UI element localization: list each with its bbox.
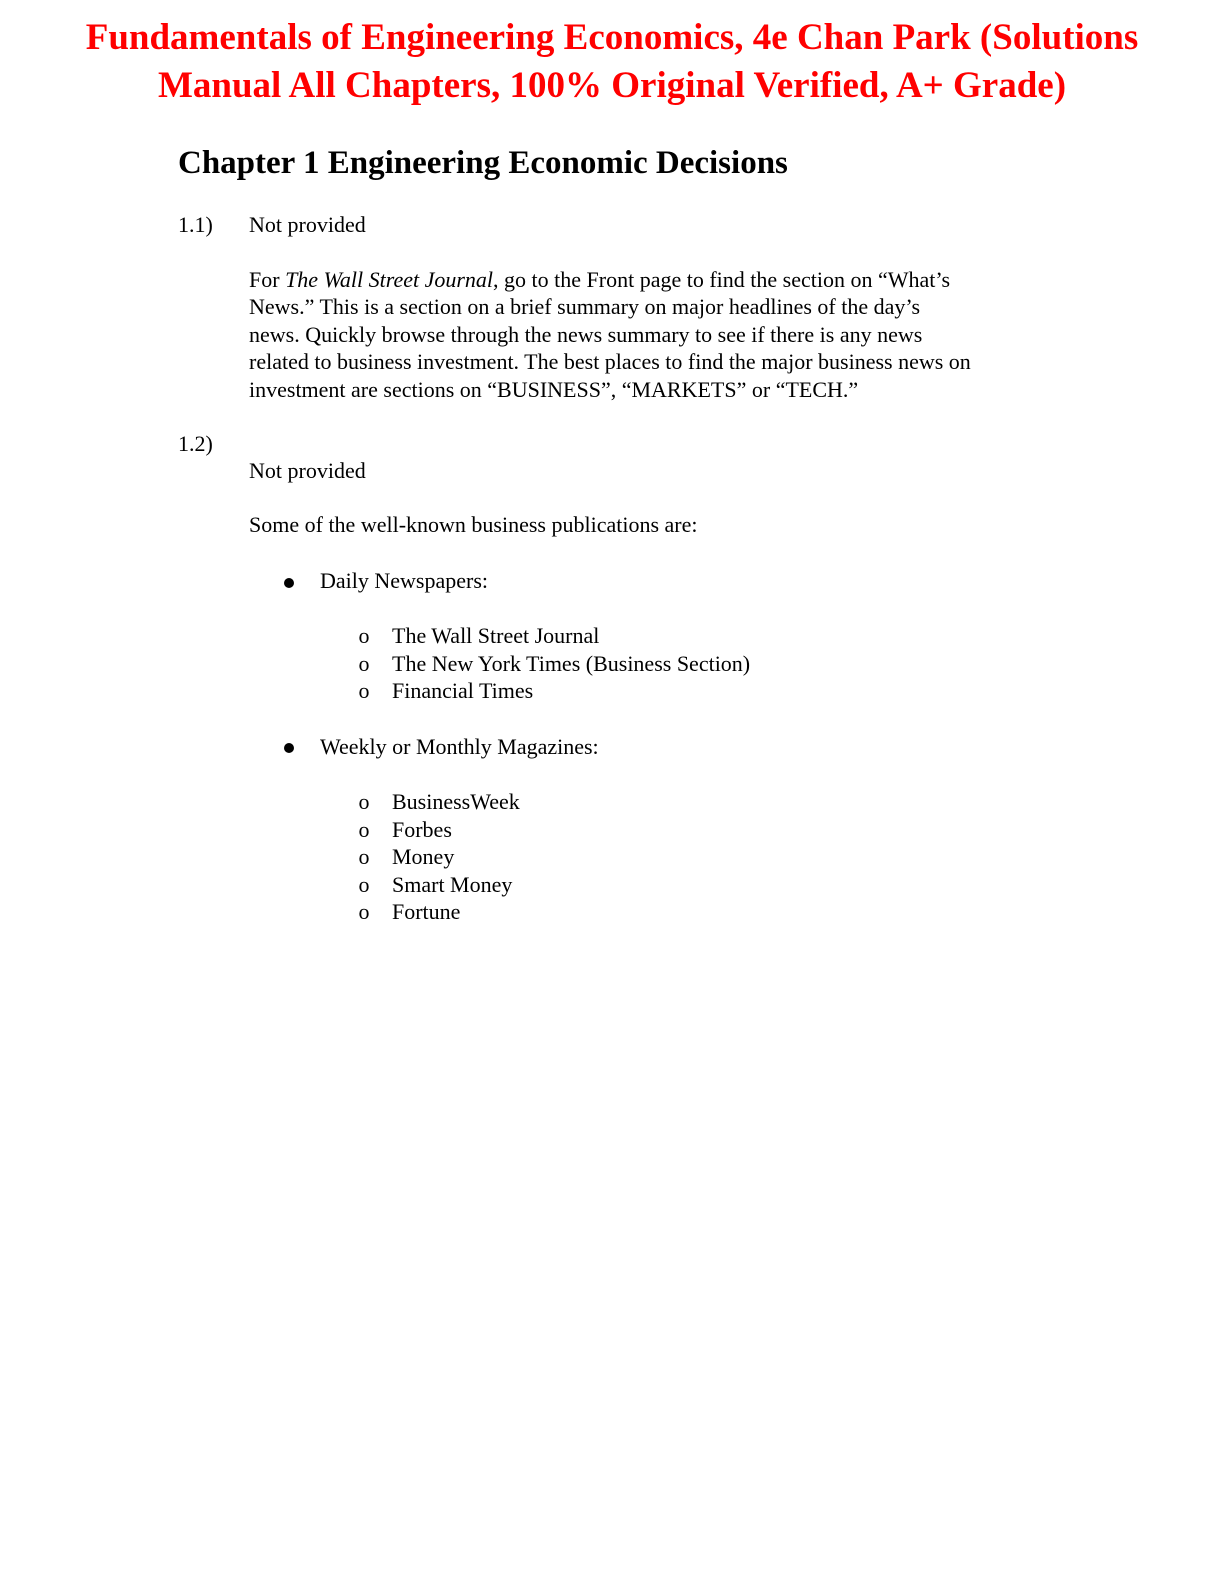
list-item: The New York Times (Business Section) [392,651,751,676]
paragraph-line [249,266,971,293]
sub-bullet-icon: o [358,789,370,814]
problem-status: Not provided [249,458,366,483]
list-item: Financial Times [392,678,534,703]
bullet-icon [284,578,294,588]
sub-bullet-icon: o [358,623,370,648]
list-group-label: Daily Newspapers: [320,568,489,593]
list-item: Money [392,844,455,869]
sub-bullet-icon: o [358,651,370,676]
sub-bullet-icon: o [358,678,370,703]
document-banner [0,14,1224,110]
problem-number: 1.1) [178,212,213,237]
sub-bullet-icon: o [358,817,370,842]
problem-intro: Some of the well-known business publications are: [249,512,698,537]
paragraph-line: investment are sections on “BUSINESS”, “MARKETS” or “TECH.” [249,376,859,402]
sub-bullet-icon: o [358,872,370,897]
paragraph-text: For [249,267,286,292]
bullet-icon [284,743,294,753]
problem-number: 1.2) [178,431,213,456]
list-group-label: Weekly or Monthly Magazines: [320,734,599,759]
paragraph-line: News.” This is a section on a brief summary on major headlines of the day’s [249,294,921,320]
paragraph-line: related to business investment. The best places to find the major business news on [249,349,971,375]
chapter-title: Chapter 1 Engineering Economic Decisions [178,145,788,181]
banner-line-1: Fundamentals of Engineering Economics, 4e Chan Park (Solutions [85,17,1139,58]
publication-title: The Wall Street Journal [285,267,494,292]
sub-bullet-icon: o [358,844,370,869]
paragraph-line: news. Quickly browse through the news summary to see if there is any news [249,321,923,347]
list-item: The Wall Street Journal [392,623,600,648]
sub-bullet-icon: o [358,899,370,924]
list-item: BusinessWeek [392,789,520,814]
list-item: Smart Money [392,872,513,897]
list-item: Fortune [392,899,461,924]
paragraph-text: , go to the Front page to find the section on “What’s [493,267,951,292]
banner-line-2: Manual All Chapters, 100% Original Verified, A+ Grade) [157,65,1067,106]
problem-paragraph [249,266,971,403]
list-item: Forbes [392,817,452,842]
problem-status: Not provided [249,212,366,237]
